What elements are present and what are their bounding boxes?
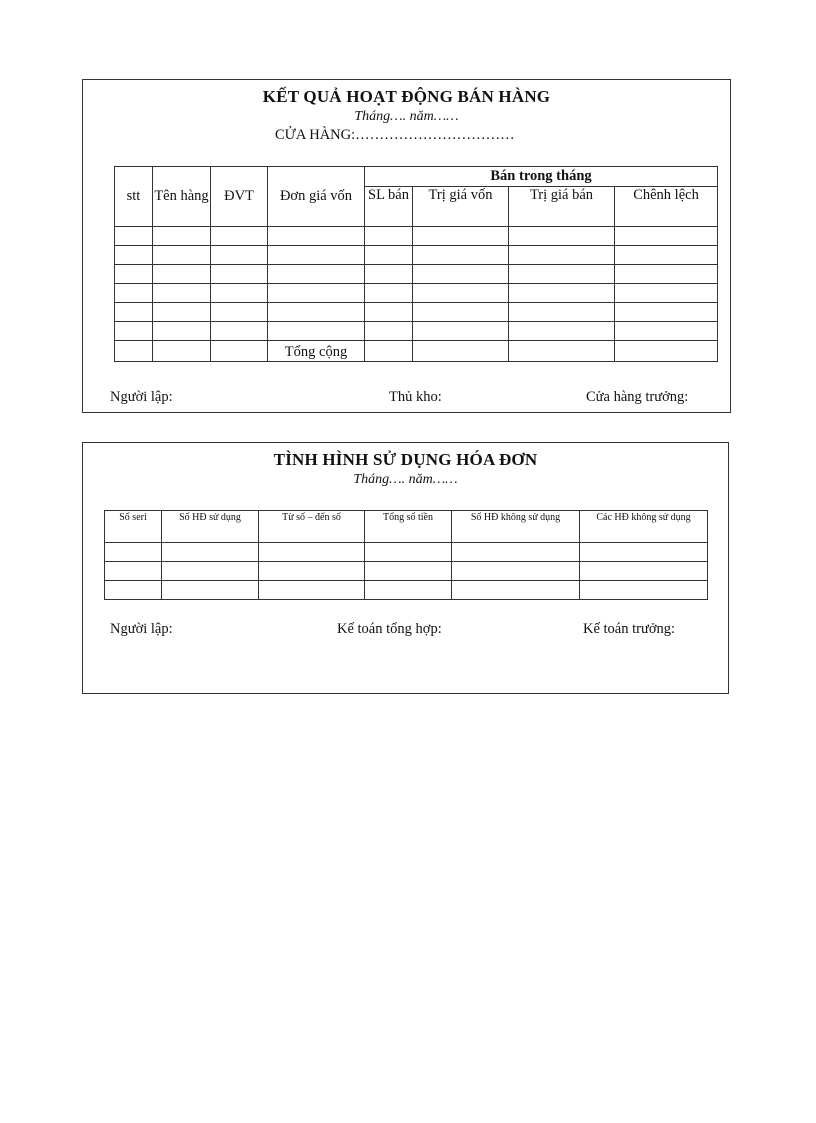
col-name-header: Tên hàng: [153, 167, 211, 227]
sales-report-form: [82, 79, 731, 413]
table-row: [105, 543, 708, 562]
general-accountant-signature-label: Kế toán tổng hợp:: [337, 621, 442, 637]
preparer-signature-label: Người lập:: [110, 389, 173, 405]
total-label: Tổng cộng: [268, 341, 365, 362]
sales-table: [114, 166, 718, 362]
store-manager-signature-label: Cửa hàng trưởng:: [586, 389, 689, 405]
table-row: [115, 227, 718, 246]
col-used-header: Số HĐ sử dụng: [162, 511, 259, 543]
col-unit-header: ĐVT: [211, 167, 268, 227]
warehouse-keeper-signature-label: Thủ kho:: [389, 389, 442, 405]
invoice-usage-title: TÌNH HÌNH SỬ DỤNG HÓA ĐƠN: [273, 450, 538, 469]
preparer-signature-label: Người lập:: [110, 621, 173, 637]
sales-report-period: Tháng…. năm……: [354, 109, 459, 124]
col-unused-list-header: Các HĐ không sử dụng: [580, 511, 708, 543]
chief-accountant-signature-label: Kế toán trưởng:: [583, 621, 676, 637]
col-difference-header: Chênh lệch: [615, 187, 718, 227]
table-row: [115, 284, 718, 303]
col-total-amount-header: Tổng số tiền: [365, 511, 452, 543]
col-serial-header: Số seri: [105, 511, 162, 543]
table-row: [115, 322, 718, 341]
monthly-sales-group-header: Bán trong tháng: [365, 167, 718, 187]
col-range-header: Từ số – đến số: [259, 511, 365, 543]
col-stt-header: stt: [115, 167, 153, 227]
store-name-line: CỬA HÀNG:……………………………: [275, 127, 515, 143]
table-row: [105, 562, 708, 581]
table-row: [115, 246, 718, 265]
invoice-usage-period: Tháng…. năm……: [353, 472, 458, 487]
col-qty-header: SL bán: [365, 187, 413, 227]
sales-report-title: KẾT QUẢ HOẠT ĐỘNG BÁN HÀNG: [262, 87, 551, 106]
col-unused-count-header: Số HĐ không sử dụng: [452, 511, 580, 543]
table-row: [105, 581, 708, 600]
table-row: [115, 265, 718, 284]
col-unit-price-header: Đơn giá vốn: [268, 167, 365, 227]
total-row: [115, 341, 718, 362]
table-row: [115, 303, 718, 322]
invoice-table: [104, 510, 708, 600]
invoice-usage-form: [82, 442, 729, 694]
col-sale-value-header: Trị giá bán: [509, 187, 615, 227]
col-cost-value-header: Trị giá vốn: [413, 187, 509, 227]
